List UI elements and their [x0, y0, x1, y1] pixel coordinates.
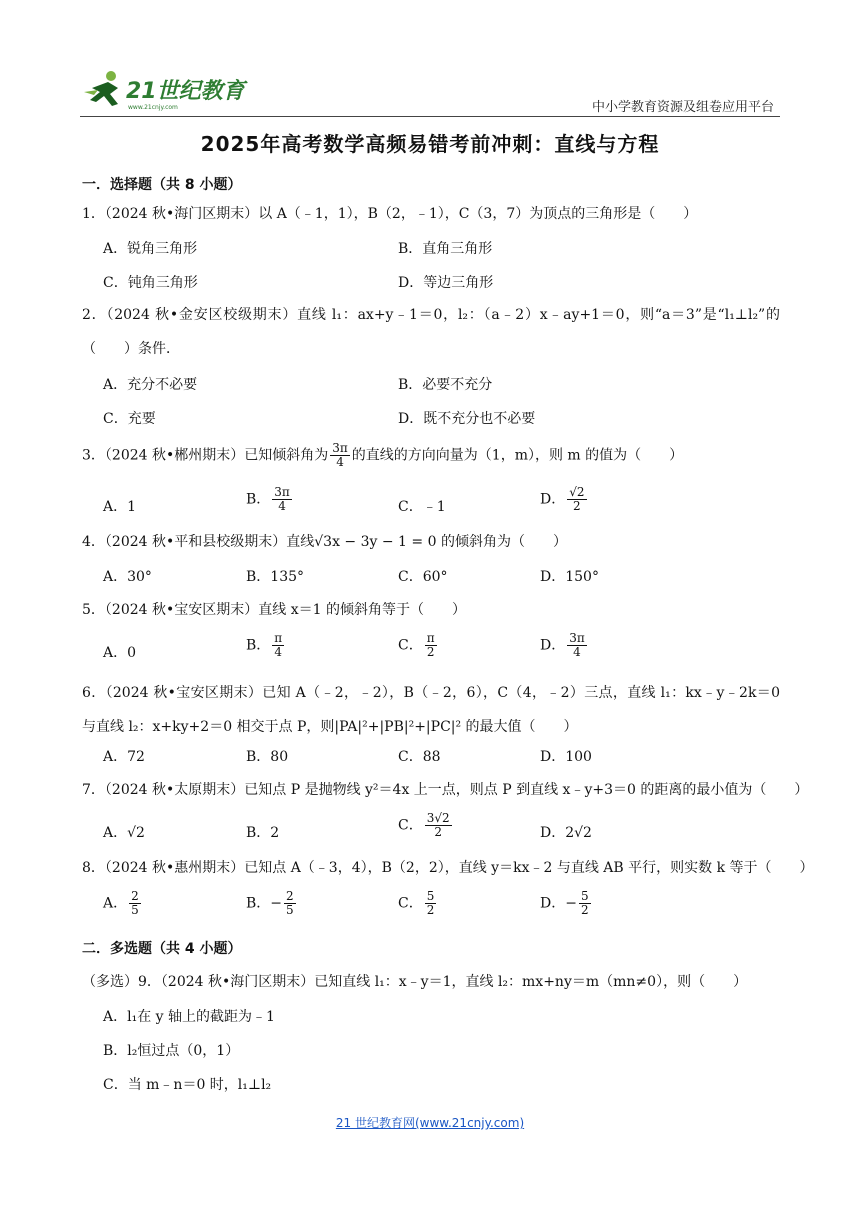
q3-stem-post: 的直线的方向向量为（1，m），则 m 的值为（ ） — [351, 447, 684, 464]
q2-option-d: D．既不充分也不必要 — [398, 411, 536, 427]
frac-den: 4 — [278, 499, 286, 513]
frac-den: 2 — [434, 825, 442, 839]
q3-stem-pre: 3．（2024 秋•郴州期末）已知倾斜角为 — [82, 447, 329, 464]
frac-den: 5 — [131, 903, 139, 917]
q9-option-c-row — [103, 1074, 780, 1104]
question-5-stem: 5．（2024 秋•宝安区期末）直线 x＝1 的倾斜角等于（ ） — [82, 602, 466, 618]
frac-num: 5 — [426, 889, 435, 903]
header-divider — [80, 116, 780, 117]
minus-sign: − — [565, 895, 577, 912]
frac-num: 2 — [286, 889, 294, 903]
q7-option-d: D．2√2 — [540, 825, 592, 841]
q7-option-b: B．2 — [246, 825, 280, 841]
question-8-stem: 8．（2024 秋•惠州期末）已知点 A（﹣3，4），B（2，2），直线 y＝kx﹣2 与直线 AB 平行，则实数 k 等于（ ） — [82, 860, 814, 876]
q3-d-fraction — [567, 486, 586, 513]
q3-option-c: C．﹣1 — [398, 499, 446, 515]
frac-den: 5 — [286, 903, 294, 917]
q5-c-fraction — [425, 632, 437, 659]
platform-label: 中小学教育资源及组卷应用平台 — [591, 100, 774, 115]
q4-option-d: D．150° — [540, 569, 599, 585]
q5-option-d-label: D． — [540, 637, 566, 654]
question-6-stem: 6．（2024 秋•宝安区期末）已知 A（﹣2，﹣2），B（﹣2，6），C（4，﹣2）三点，直线 l₁：kx﹣y﹣2k＝0 与直线 l₂：x+ky+2＝0 相交于点 P，则|PA|²+|PB|²+|PC|² 的最大值（ ） — [82, 685, 780, 735]
q8-d-fraction — [579, 890, 591, 917]
question-9-stem: （多选）9．（2024 秋•海门区期末）已知直线 l₁：x﹣y＝1，直线 l₂：mx+ny＝m（mn≠0），则（ ） — [82, 974, 748, 990]
q9-option-a: A．l₁在 y 轴上的截距为﹣1 — [103, 1009, 275, 1025]
question-5-options — [103, 632, 780, 662]
q3-option-b-label: B． — [246, 491, 271, 508]
q6-option-a: A．72 — [103, 749, 145, 765]
q6-option-d: D．100 — [540, 749, 592, 765]
q3-option-d-label: D． — [540, 491, 566, 508]
frac-den: 4 — [573, 645, 581, 659]
question-1-options-row1 — [103, 238, 780, 268]
footer-link[interactable]: 21 世纪教育网(www.21cnjy.com) — [335, 1116, 525, 1130]
question-2-options-row1 — [103, 374, 780, 404]
question-6-options — [103, 746, 780, 776]
q1-option-b: B．直角三角形 — [398, 241, 493, 257]
q1-option-a: A．锐角三角形 — [103, 241, 198, 257]
q7-option-c-label: C． — [398, 817, 423, 834]
q8-option-a — [103, 890, 143, 917]
q8-option-c-label: C． — [398, 895, 423, 912]
q5-option-a: A．0 — [103, 645, 137, 661]
q5-option-d — [540, 632, 589, 659]
logo-text: 21世纪教育 — [126, 79, 245, 104]
q6-option-c: C．88 — [398, 749, 441, 765]
question-7-options — [103, 812, 780, 842]
q2-option-a: A．充分不必要 — [103, 377, 198, 393]
q5-option-c — [398, 632, 439, 659]
frac-num: π — [274, 631, 283, 645]
q4-option-c: C．60° — [398, 569, 448, 585]
q8-option-d — [540, 890, 593, 917]
frac-den: 2 — [573, 499, 581, 513]
frac-den: 4 — [336, 455, 344, 469]
frac-num: 5 — [580, 889, 589, 903]
q3-fraction-3pi-over-4 — [330, 442, 350, 469]
question-4-stem: 4．（2024 秋•平和县校级期末）直线√3x − 3y − 1 = 0 的倾斜角为（ ） — [82, 534, 567, 550]
q8-option-c — [398, 890, 438, 917]
frac-num: π — [426, 631, 435, 645]
frac-num: 3√2 — [426, 811, 450, 825]
question-2-stem: 2．（2024 秋•金安区校级期末）直线 l₁：ax+y﹣1＝0，l₂：（a﹣2）x﹣ay+1＝0，则“a＝3”是“l₁⊥l₂”的（ ）条件． — [82, 307, 780, 357]
q5-option-c-label: C． — [398, 637, 423, 654]
section-heading-choice: 一．选择题（共 8 小题） — [82, 177, 242, 193]
q2-option-b: B．必要不充分 — [398, 377, 493, 393]
q3-option-a: A．1 — [103, 499, 137, 515]
question-7-stem: 7．（2024 秋•太原期末）已知点 P 是抛物线 y²＝4x 上一点，则点 P 到直线 x﹣y+3＝0 的距离的最小值为（ ） — [82, 782, 809, 798]
q9-option-b-row — [103, 1040, 780, 1070]
frac-den: 2 — [426, 645, 435, 659]
q8-c-fraction — [425, 890, 437, 917]
frac-num: 2 — [131, 889, 139, 903]
frac-num: 3π — [274, 485, 290, 499]
frac-num: 3π — [569, 631, 585, 645]
q9-option-a-row — [103, 1006, 780, 1036]
section-heading-multi: 二．多选题（共 4 小题） — [82, 941, 242, 957]
question-3-stem — [82, 442, 780, 469]
frac-num: 3π — [332, 441, 348, 455]
q4-option-b: B．135° — [246, 569, 305, 585]
q3-option-d — [540, 486, 589, 513]
frac-num: √2 — [569, 485, 585, 499]
runner-logo-icon — [78, 68, 248, 112]
q4-option-a: A．30° — [103, 569, 152, 585]
question-8-options — [103, 890, 780, 920]
frac-den: 4 — [274, 645, 283, 659]
page-title: 2025年高考数学高频易错考前冲刺：直线与方程 — [200, 132, 660, 156]
minus-sign: − — [270, 895, 283, 912]
q8-a-fraction — [129, 890, 141, 917]
frac-den: 2 — [580, 903, 589, 917]
q9-option-c: C．当 m﹣n＝0 时，l₁⊥l₂ — [103, 1077, 272, 1093]
q3-option-b — [246, 486, 294, 513]
q5-option-b-label: B． — [246, 637, 271, 654]
q5-b-fraction — [272, 632, 284, 659]
question-2-options-row2 — [103, 408, 780, 438]
q8-option-a-label: A． — [103, 895, 128, 912]
q3-b-fraction — [272, 486, 292, 513]
logo-url: www.21cnjy.com — [128, 104, 178, 111]
question-4-options — [103, 566, 780, 596]
q7-option-c — [398, 812, 454, 839]
q6-option-b: B．80 — [246, 749, 289, 765]
question-3-options — [103, 486, 780, 516]
q5-d-fraction — [567, 632, 587, 659]
q8-option-d-label: D． — [540, 895, 566, 912]
q8-b-fraction — [284, 890, 296, 917]
q7-option-a: A．√2 — [103, 825, 145, 841]
site-logo — [78, 68, 248, 112]
q1-option-d: D．等边三角形 — [398, 275, 494, 291]
q7-c-fraction — [425, 812, 452, 839]
q8-option-b — [246, 890, 298, 917]
q5-option-b — [246, 632, 286, 659]
q2-option-c: C．充要 — [103, 411, 156, 427]
q9-option-b: B．l₂恒过点（0，1） — [103, 1043, 240, 1059]
q8-option-b-label: B． — [246, 895, 271, 912]
frac-den: 2 — [426, 903, 435, 917]
question-1-stem: 1．（2024 秋•海门区期末）以 A（﹣1，1），B（2，﹣1），C（3，7）为顶点的三角形是（ ） — [82, 206, 698, 222]
q1-option-c: C．钝角三角形 — [103, 275, 198, 291]
